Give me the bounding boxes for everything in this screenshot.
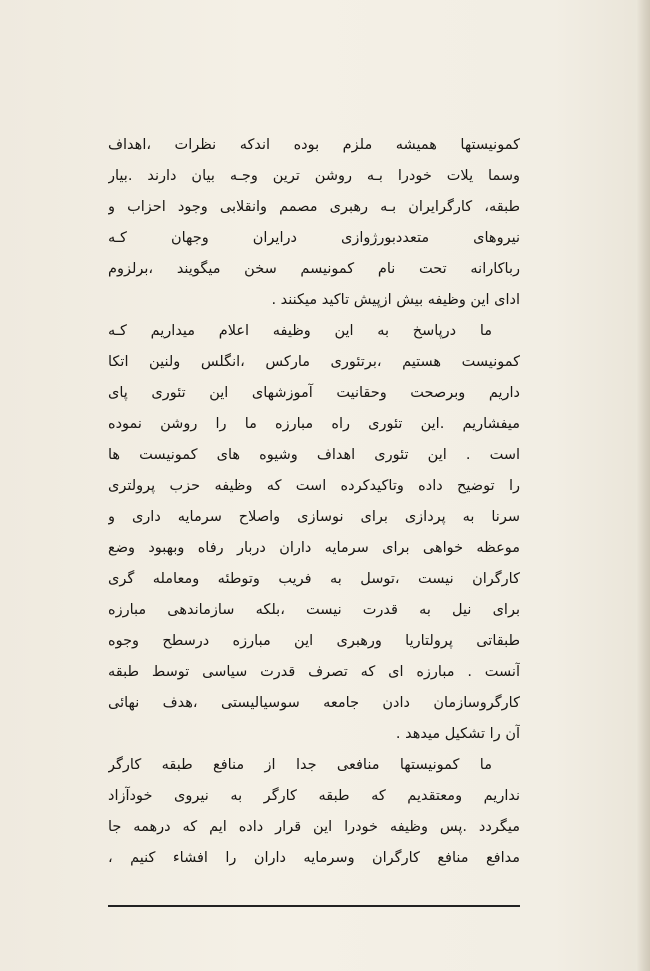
text-line: کمونیست هستیم ،برتئوری مارکس ،انگلس ولنین اتکا bbox=[108, 354, 520, 370]
page-spine-shadow bbox=[636, 0, 650, 971]
paragraph-2 bbox=[108, 316, 520, 750]
text-line: نیروهای متعددبورژوازی درایران وجهان کـه bbox=[108, 230, 520, 246]
text-line: را توضیح داده وتاکیدکرده است که وظیفه حزب پرولتری bbox=[108, 478, 520, 494]
text-line: برای نیل به قدرت نیست ،بلکه سازماندهی مبارزه bbox=[108, 602, 520, 618]
text-line: وسما یلات خودرا بـه روشن ترین وجـه بیان دارند .بیار bbox=[108, 168, 520, 184]
text-line: ما کمونیستها منافعی جدا از منافع طبقه کارگر bbox=[108, 757, 492, 773]
text-line: نداریم ومعتقدیم که طبقه کارگر به نیروی خودآزاد bbox=[108, 788, 520, 804]
footer-rule bbox=[108, 905, 520, 907]
text-line: رباکارانه تحت نام کمونیسم سخن میگویند ،برلزوم bbox=[108, 261, 520, 277]
text-line: کارگران نیست ،توسل به فریب وتوطئه ومعامله گری bbox=[108, 571, 520, 587]
text-line: طبقه، کارگرایران بـه رهبری مصمم وانقلابی وجود احزاب و bbox=[108, 199, 520, 215]
text-line: میگردد .پس وظیفه خودرا این قرار داده ایم که درهمه جا bbox=[108, 819, 520, 835]
text-line: سرنا به پردازی برای نوسازی واصلاح سرمایه داری و bbox=[108, 509, 520, 525]
paragraph-3 bbox=[108, 750, 520, 874]
text-line: ما درپاسخ به این وظیفه اعلام میداریم کـه bbox=[108, 323, 492, 339]
text-line: ادای این وظیفه بیش ازپیش تاکید میکنند . bbox=[271, 292, 520, 308]
text-line: کمونیستها همیشه ملزم بوده اندکه نظرات ،اهداف bbox=[108, 137, 520, 153]
text-line: طبقاتی پرولتاریا ورهبری این مبارزه درسطح وجوه bbox=[108, 633, 520, 649]
text-line: آنست . مبارزه ای که تصرف قدرت سیاسی توسط طبقه bbox=[108, 664, 520, 680]
paragraph-1 bbox=[108, 130, 520, 316]
text-line: میفشاریم .این تئوری راه مبارزه ما را روشن نموده bbox=[108, 416, 520, 432]
text-line: آن را تشکیل میدهد . bbox=[395, 726, 520, 742]
text-line: داریم وبرصحت وحقانیت آموزشهای این تئوری پای bbox=[108, 385, 520, 401]
text-line: است . این تئوری اهداف وشیوه های کمونیست ها bbox=[108, 447, 520, 463]
text-line: مدافع منافع کارگران وسرمایه داران را افشاء کنیم ، bbox=[108, 850, 520, 866]
text-line: موعظه خواهی برای سرمایه داران دربار رفاه وبهبود وضع bbox=[108, 540, 520, 556]
text-line: کارگروسازمان دادن جامعه سوسیالیستی ،هدف نهائی bbox=[108, 695, 520, 711]
body-text bbox=[108, 130, 520, 874]
